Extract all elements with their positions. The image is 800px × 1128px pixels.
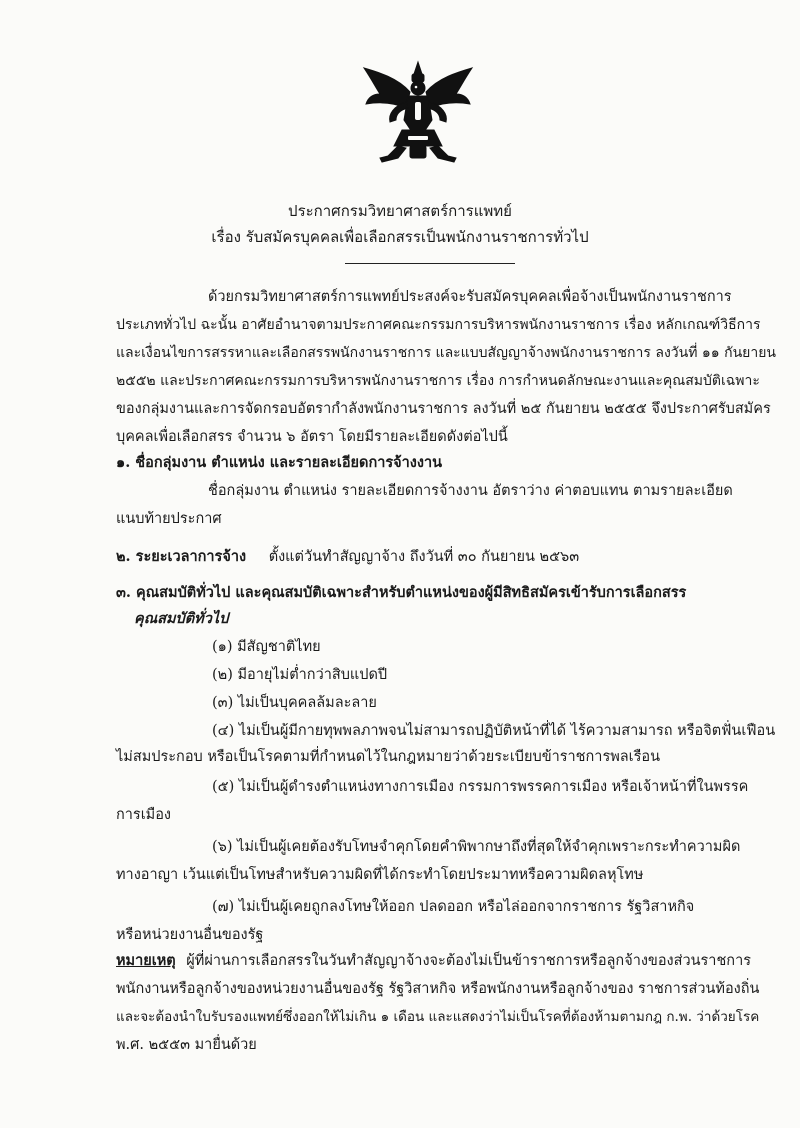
qualification-item: (๒) มีอายุไม่ต่ำกว่าสิบแปดปี: [212, 667, 388, 683]
announcement-title: ประกาศกรมวิทยาศาสตร์การแพทย์: [288, 202, 512, 220]
intro-line: ด้วยกรมวิทยาศาสตร์การแพทย์ประสงค์จะรับสมัครบุคคลเพื่อจ้างเป็นพนักงานราชการ: [208, 289, 732, 305]
title-divider: [345, 263, 515, 264]
qualification-item-cont: หรือหน่วยงานอื่นของรัฐ: [116, 927, 264, 943]
garuda-emblem-icon: [358, 58, 478, 168]
qualification-item: (๕) ไม่เป็นผู้ดำรงตำแหน่งทางการเมือง กรรมการพรรคการเมือง หรือเจ้าหน้าที่ในพรรค: [212, 779, 749, 795]
intro-line: ของกลุ่มงานและการจัดกรอบอัตรากำลังพนักงานราชการ ลงวันที่ ๒๕ กันยายน ๒๕๕๕ จึงประกาศรับสมัคร: [116, 401, 771, 417]
intro-line: บุคคลเพื่อเลือกสรร จำนวน ๖ อัตรา โดยมีรายละเอียดดังต่อไปนี้: [116, 429, 508, 445]
qualification-item-cont: ไม่สมประกอบ หรือเป็นโรคตามที่กำหนดไว้ในกฎหมายว่าด้วยระเบียบข้าราชการพลเรือน: [116, 749, 661, 765]
section-2-text: ตั้งแต่วันทำสัญญาจ้าง ถึงวันที่ ๓๐ กันยายน ๒๕๖๓: [268, 549, 580, 565]
remark-label: หมายเหตุ: [116, 952, 176, 969]
qualification-item: (๖) ไม่เป็นผู้เคยต้องรับโทษจำคุกโดยคำพิพากษาถึงที่สุดให้จำคุกเพราะกระทำความผิด: [212, 839, 741, 855]
announcement-subject: เรื่อง รับสมัครบุคคลเพื่อเลือกสรรเป็นพนักงานราชการทั่วไป: [211, 228, 589, 246]
qualification-item: (๗) ไม่เป็นผู้เคยถูกลงโทษให้ออก ปลดออก หรือไล่ออกจากราชการ รัฐวิสาหกิจ: [212, 899, 695, 915]
intro-line: ประเภททั่วไป ฉะนั้น อาศัยอำนาจตามประกาศคณะกรรมการบริหารพนักงานราชการ เรื่อง หลักเกณฑ์วิธีการ: [116, 317, 761, 333]
qualification-item-cont: การเมือง: [116, 807, 172, 823]
qualification-item: (๑) มีสัญชาติไทย: [212, 639, 321, 655]
remark-line: พ.ศ. ๒๕๕๓ มายื่นด้วย: [116, 1037, 257, 1053]
qualification-item-cont: ทางอาญา เว้นแต่เป็นโทษสำหรับความผิดที่ได้กระทำโดยประมาทหรือความผิดลหุโทษ: [116, 867, 644, 883]
section-1-text: แนบท้ายประกาศ: [116, 511, 222, 527]
remark-text: ผู้ที่ผ่านการเลือกสรรในวันทำสัญญาจ้างจะต้องไม่เป็นข้าราชการหรือลูกจ้างของส่วนราชการ: [186, 953, 752, 969]
section-1-heading: ๑. ชื่อกลุ่มงาน ตำแหน่ง และรายละเอียดการจ้างงาน: [116, 454, 443, 471]
section-2-heading: ๒. ระยะเวลาการจ้าง: [116, 548, 247, 565]
qualification-item: (๔) ไม่เป็นผู้มีกายทุพพลภาพจนไม่สามารถปฏิบัติหน้าที่ได้ ไร้ความสามารถ หรือจิตฟั่นเฟือน: [212, 723, 776, 739]
section-2: [116, 546, 579, 568]
qualification-item: (๓) ไม่เป็นบุคคลล้มละลาย: [212, 695, 377, 711]
intro-line: ๒๕๕๒ และประกาศคณะกรรมการบริหารพนักงานราชการ เรื่อง การกำหนดลักษณะงานและคุณสมบัติเฉพาะ: [116, 373, 760, 389]
intro-line: และเงื่อนไขการสรรหาและเลือกสรรพนักงานราชการ และแบบสัญญาจ้างพนักงานราชการ ลงวันที่ ๑๑ กันยายน: [116, 345, 777, 361]
section-3-heading: ๓. คุณสมบัติทั่วไป และคุณสมบัติเฉพาะสำหรับตำแหน่งของผู้มีสิทธิสมัครเข้ารับการเลือกสรร: [116, 584, 687, 601]
remark-line: [116, 950, 751, 972]
section-1-text: ชื่อกลุ่มงาน ตำแหน่ง รายละเอียดการจ้างงาน อัตราว่าง ค่าตอบแทน ตามรายละเอียด: [208, 483, 733, 499]
remark-line: พนักงานหรือลูกจ้างของหน่วยงานอื่นของรัฐ รัฐวิสาหกิจ หรือพนักงานหรือลูกจ้างของ ราชการส่วนท้องถิ่น: [116, 981, 760, 997]
remark-line: และจะต้องนำใบรับรองแพทย์ซึ่งออกให้ไม่เกิน ๑ เดือน และแสดงว่าไม่เป็นโรคที่ต้องห้ามตามกฎ ก.พ. ว่าด้วยโรค: [116, 1009, 760, 1025]
general-qualifications-heading: คุณสมบัติทั่วไป: [134, 610, 229, 627]
